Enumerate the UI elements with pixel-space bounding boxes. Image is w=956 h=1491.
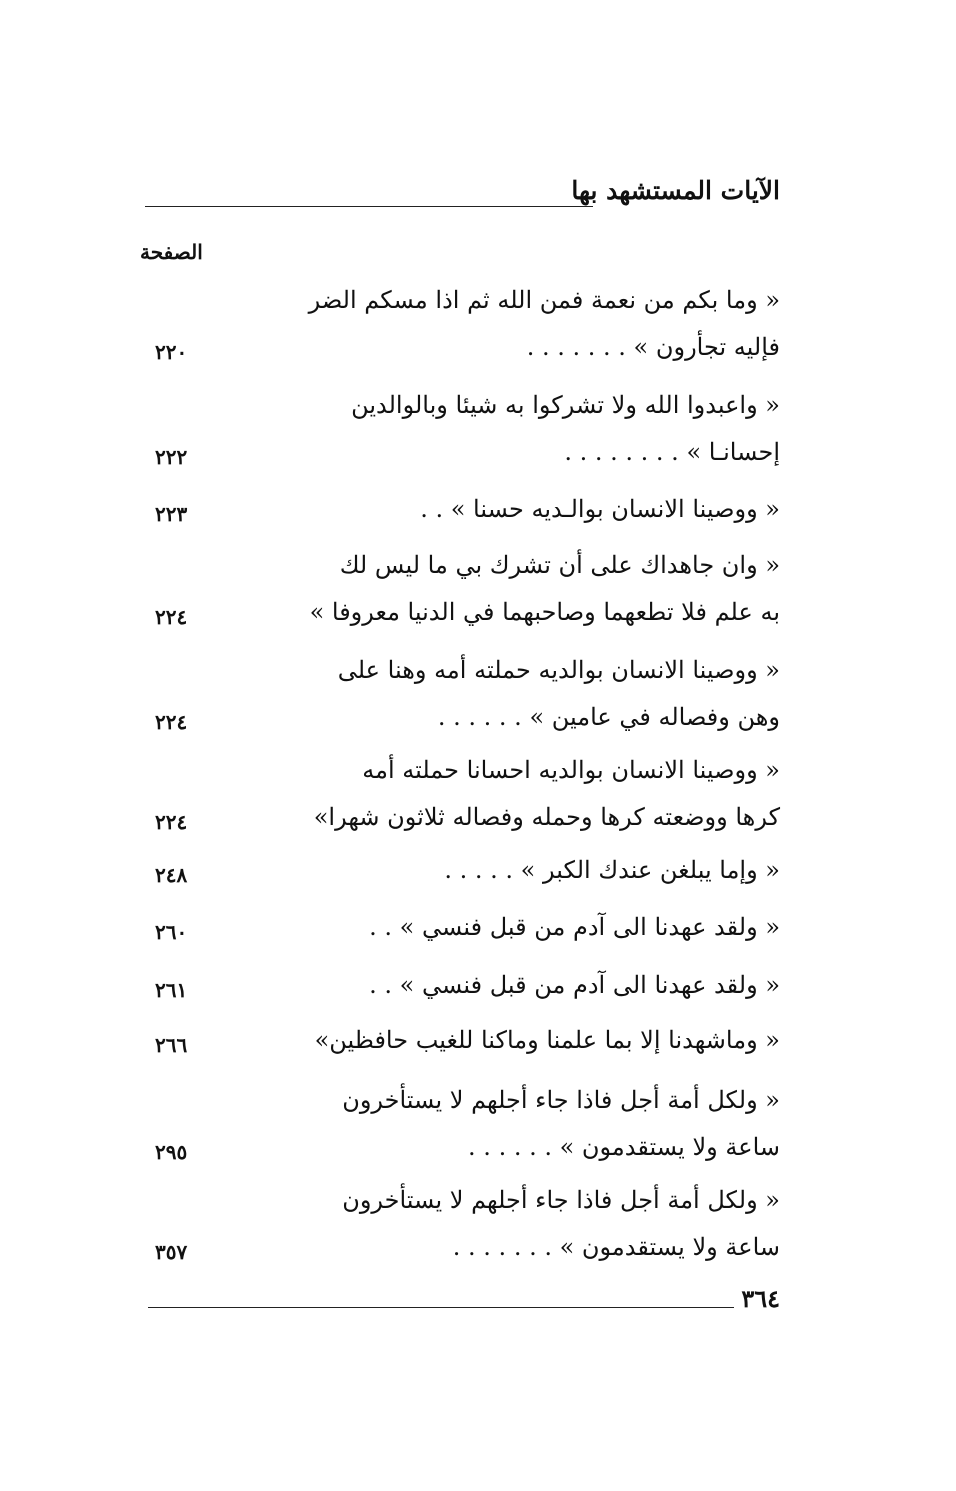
verse-line: « ولكل أمة أجل فاذا جاء أجلهم لا يستأخرون [342, 1186, 780, 1214]
verse-line: وهن وفصاله في عامين » . . . . . . [437, 703, 780, 731]
verse-page-number: ٢٤٨ [155, 863, 188, 887]
verse-page-number: ٣٥٧ [155, 1240, 188, 1264]
verse-line: « ولقد عهدنا الى آدم من قبل فنسي » . . [369, 913, 780, 941]
verse-page-number: ٢٩٥ [155, 1140, 188, 1164]
page-column-label: الصفحة [140, 240, 203, 264]
page-title: الآيات المستشهد بها [571, 176, 780, 205]
verse-line: « ووصينا الانسان بوالـديه حسنا » . . [420, 495, 780, 523]
verse-page-number: ٢٢٢ [155, 445, 188, 469]
verse-line: « واعبدوا الله ولا تشركوا به شيئا وبالوالدين [351, 391, 780, 419]
verse-page-number: ٢٦١ [155, 978, 188, 1002]
verse-page-number: ٢٢٣ [155, 502, 188, 526]
verse-page-number: ٢٢٠ [155, 340, 188, 364]
verse-line: « وإما يبلغن عندك الكبر » . . . . . [444, 856, 780, 884]
verse-line: « وماشهدنا إلا بما علمنا وماكنا للغيب حافظين» [314, 1026, 780, 1054]
verse-line: إحسانـا » . . . . . . . . [564, 438, 780, 466]
verse-line: « ووصينا الانسان بوالديه حملته أمه وهنا على [337, 656, 780, 684]
verse-line: ساعة ولا يستقدمون » . . . . . . . [452, 1233, 780, 1261]
verse-line: به علم فلا تطعهما وصاحبهما في الدنيا معروفا » [309, 598, 780, 626]
verse-line: « ووصينا الانسان بوالديه احسانا حملته أمه [362, 756, 780, 784]
verse-line: « وما بكم من نعمة فمن الله ثم اذا مسكم الضر [308, 286, 780, 314]
verse-line: فإليه تجأرون » . . . . . . . [526, 333, 780, 361]
verse-page-number: ٢٢٤ [155, 810, 188, 834]
verse-line: « ولكل أمة أجل فاذا جاء أجلهم لا يستأخرون [342, 1086, 780, 1114]
verse-line: « ولقد عهدنا الى آدم من قبل فنسي » . . [369, 971, 780, 999]
footer-page-number: ٣٦٤ [741, 1284, 780, 1313]
verse-line: « وان جاهداك على أن تشرك بي ما ليس لك [339, 551, 780, 579]
verse-page-number: ٢٦٠ [155, 920, 188, 944]
verse-page-number: ٢٢٤ [155, 605, 188, 629]
footer-rule [148, 1307, 734, 1308]
header-rule [145, 206, 593, 207]
verse-line: ساعة ولا يستقدمون » . . . . . . [468, 1133, 780, 1161]
verse-line: كرها ووضعته كرها وحمله وفصاله ثلاثون شهرا» [313, 803, 780, 831]
verse-page-number: ٢٦٦ [155, 1033, 188, 1057]
verse-page-number: ٢٢٤ [155, 710, 188, 734]
